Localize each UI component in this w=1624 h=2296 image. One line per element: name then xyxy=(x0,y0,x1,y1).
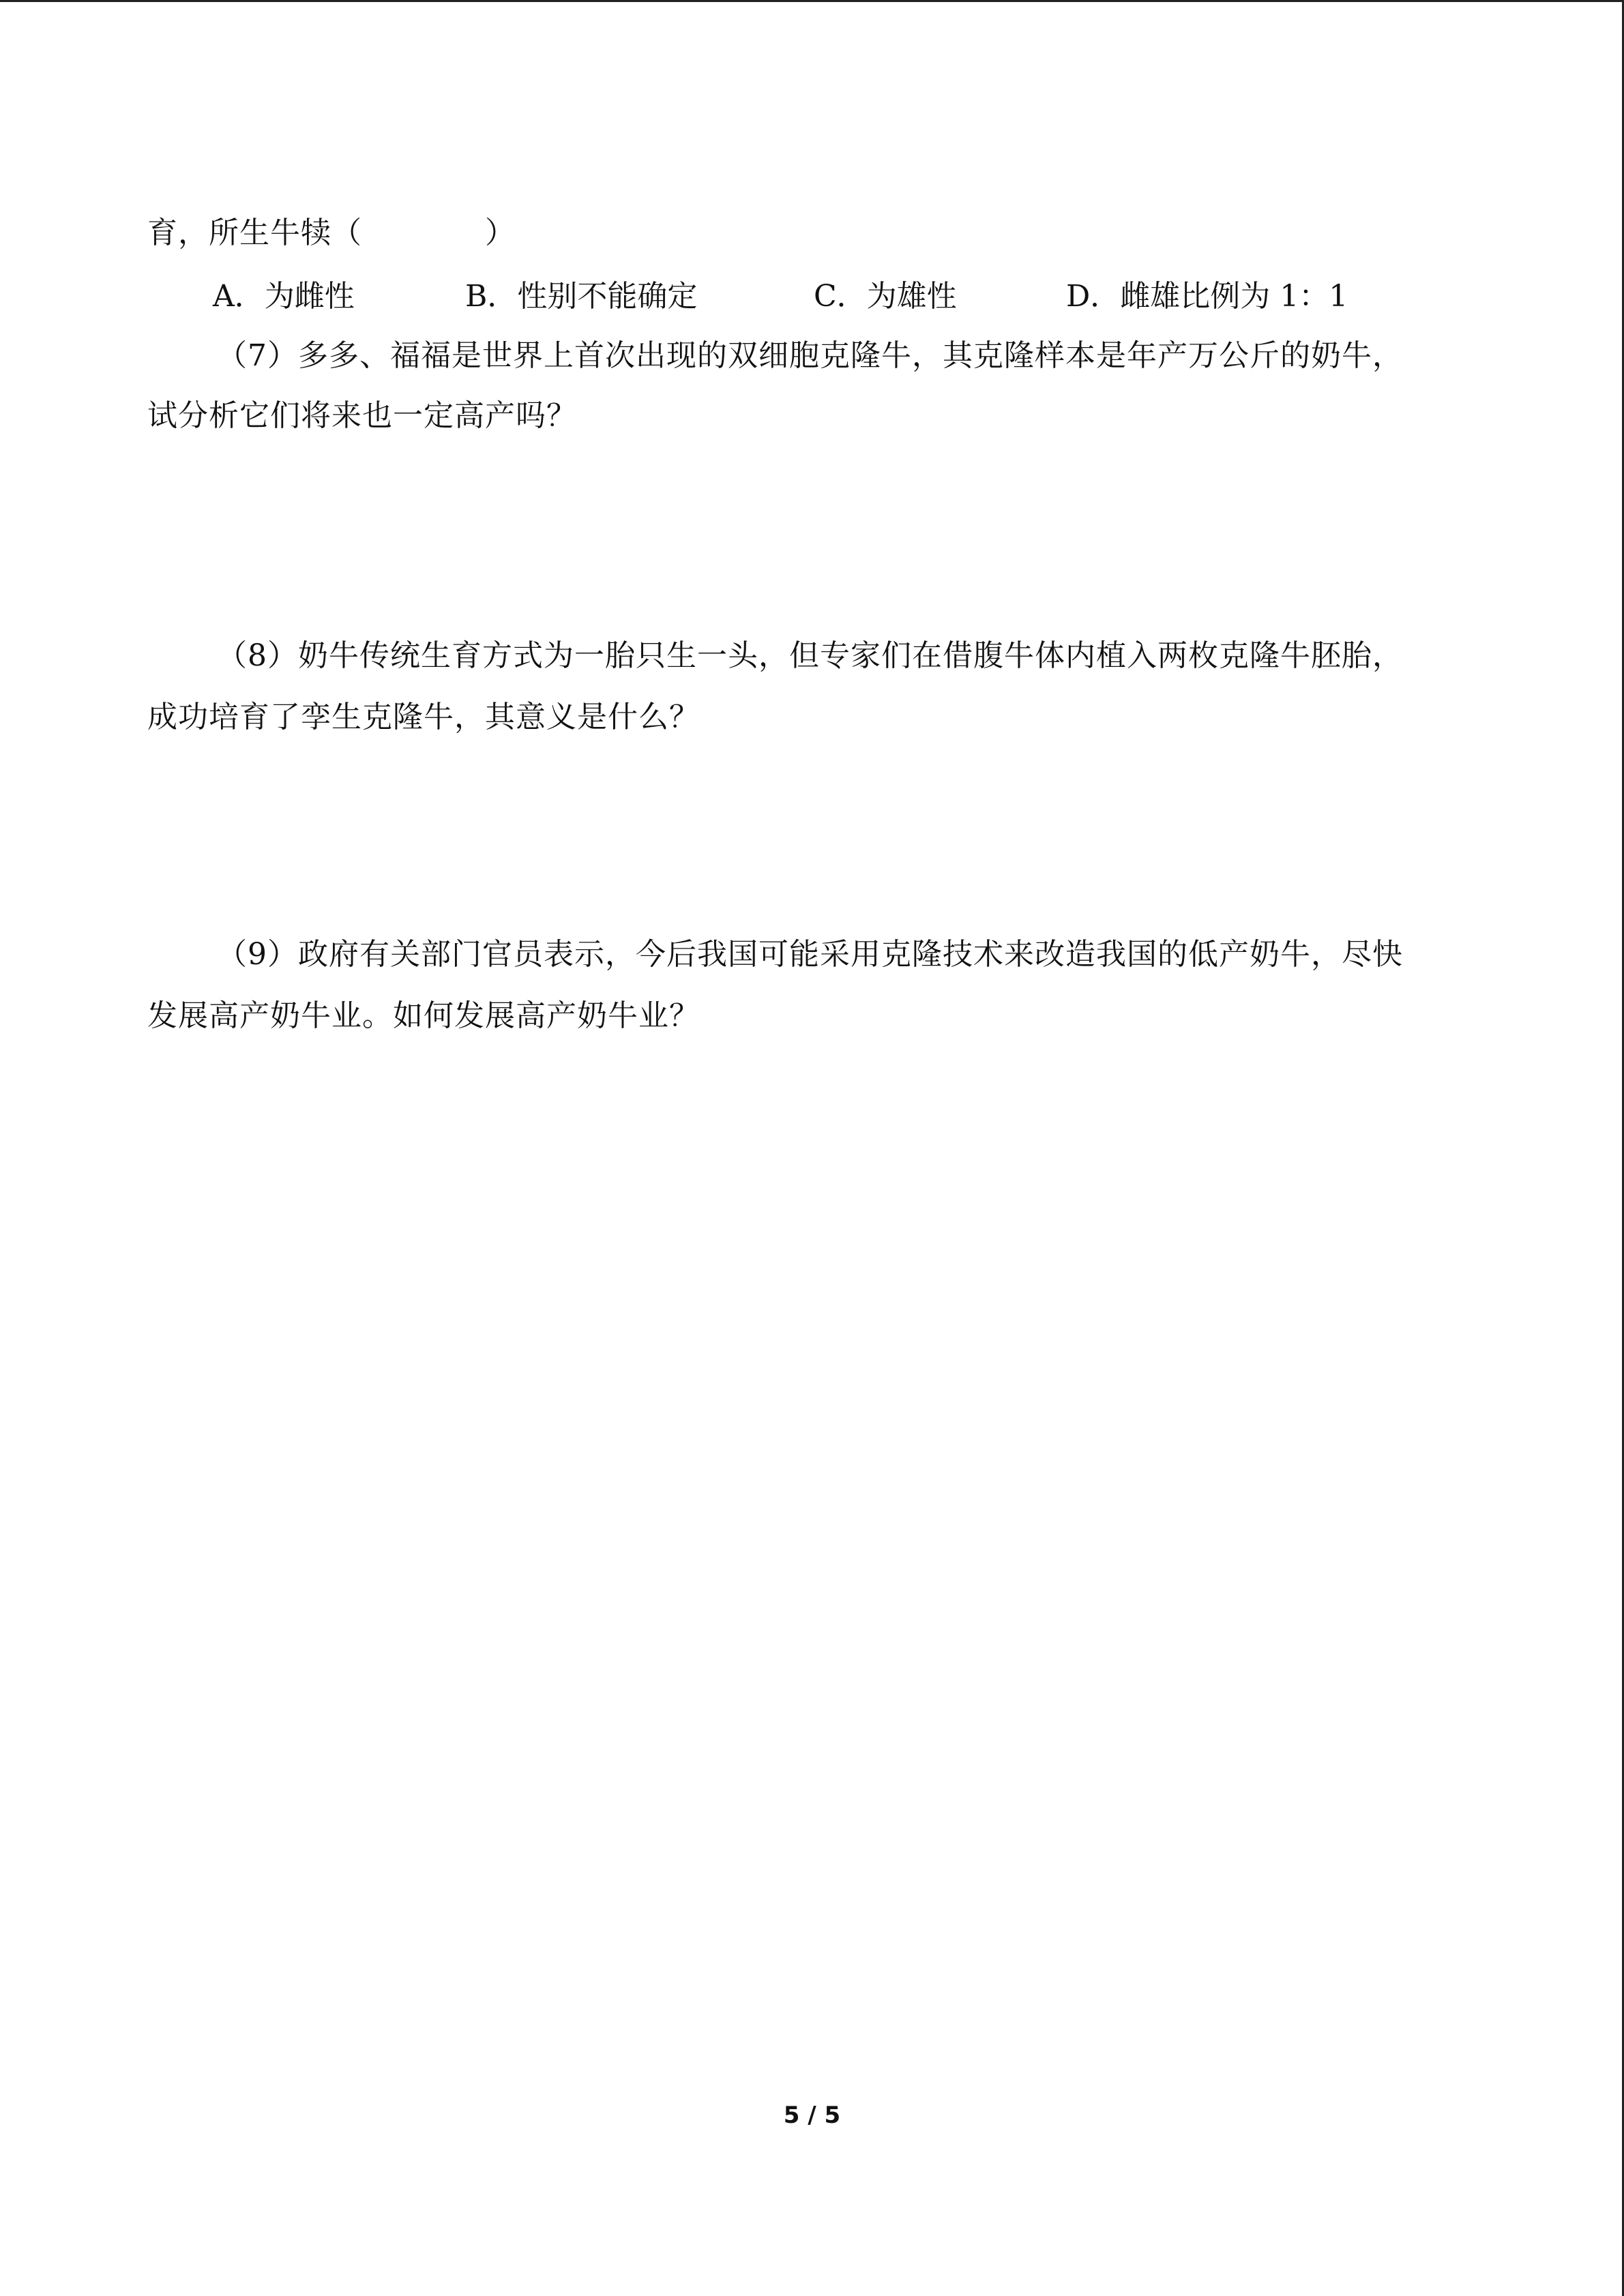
option-a: A．为雌性 xyxy=(213,279,355,314)
question-9-line-2: 发展高产奶牛业。如何发展高产奶牛业？ xyxy=(147,998,700,1033)
option-d: D．雌雄比例为 1：1 xyxy=(1066,279,1348,314)
question-8-line-2: 成功培育了孪生克隆牛，其意义是什么？ xyxy=(147,700,700,734)
question-7-line-1: （7）多多、福福是世界上首次出现的双细胞克隆牛，其克隆样本是年产万公斤的奶牛， xyxy=(217,338,1403,373)
question-6-continuation: 育，所生牛犊（ ） xyxy=(147,215,516,250)
question-7-line-2: 试分析它们将来也一定高产吗？ xyxy=(147,398,577,433)
question-8-line-1: （8）奶牛传统生育方式为一胎只生一头，但专家们在借腹牛体内植入两枚克隆牛胚胎， xyxy=(217,638,1403,673)
page-border-top xyxy=(0,0,1624,2)
option-c: C．为雄性 xyxy=(814,279,957,314)
question-9-line-1: （9）政府有关部门官员表示，今后我国可能采用克隆技术来改造我国的低产奶牛，尽快 xyxy=(217,937,1403,972)
option-b: B．性别不能确定 xyxy=(465,279,698,314)
page-number: 5 / 5 xyxy=(783,2102,841,2129)
